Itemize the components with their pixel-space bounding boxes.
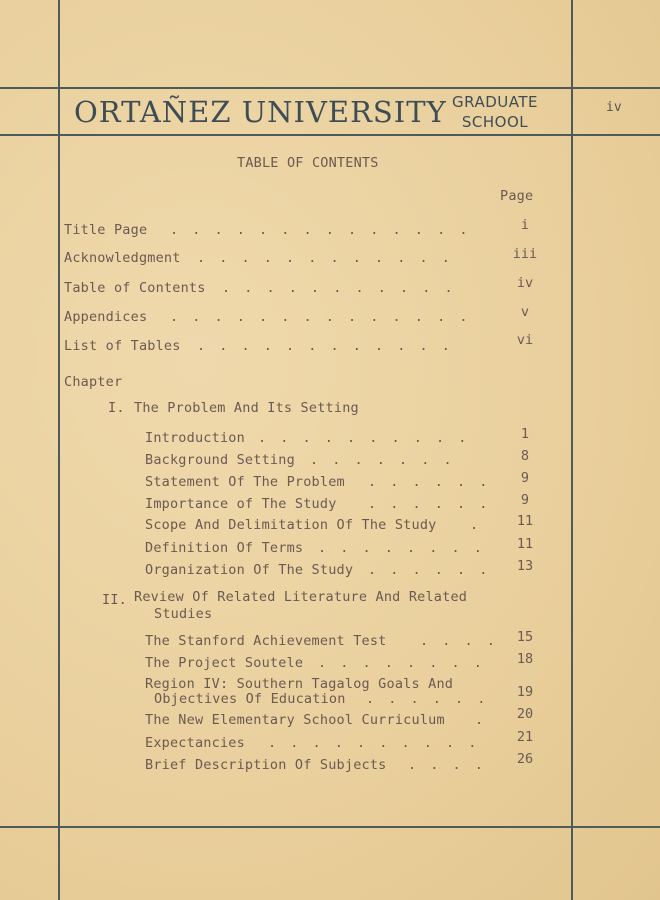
- section-title: Organization Of The Study: [145, 562, 354, 578]
- school-line-1: GRADUATE: [452, 93, 538, 111]
- leader-dots: . . . . . . . . . . . .: [197, 338, 453, 354]
- toc-entry-page: i: [520, 217, 530, 233]
- section-page: 21: [516, 729, 534, 745]
- leader-dots: . . . . . . . .: [318, 540, 485, 556]
- leader-dots: .: [475, 712, 487, 728]
- section-page: 1: [520, 426, 530, 442]
- section-page: 11: [516, 536, 534, 552]
- section-title: Background Setting: [145, 452, 295, 468]
- section-title: Scope And Delimitation Of The Study: [145, 517, 437, 533]
- leader-dots: . . . . . . . . . . .: [222, 280, 456, 296]
- section-title: Region IV: Southern Tagalog Goals And: [145, 676, 454, 692]
- leader-dots: . . . . . . . . . . . . . .: [170, 222, 471, 238]
- section-title: The Project Soutele: [145, 655, 304, 671]
- section-title: Definition Of Terms: [145, 540, 304, 556]
- header-bottom-rule: [0, 134, 660, 136]
- leader-dots: . . . . . . . .: [318, 655, 485, 671]
- chapter-label: Chapter: [64, 374, 123, 390]
- section-title: The Stanford Achievement Test: [145, 633, 387, 649]
- toc-entry-page: iii: [512, 246, 538, 262]
- chapter-number: I.: [108, 400, 125, 416]
- university-name: ORTAÑEZ UNIVERSITY: [74, 95, 447, 129]
- leader-dots: . . . . . .: [368, 562, 491, 578]
- page-number: iv: [606, 100, 622, 115]
- section-title: The New Elementary School Curriculum: [145, 712, 445, 728]
- toc-entry-title: Table of Contents: [64, 280, 206, 296]
- chapter-number: II.: [102, 592, 127, 608]
- toc-entry-title: Title Page: [64, 222, 148, 238]
- school-line-2: SCHOOL: [461, 113, 529, 131]
- header-top-rule: [0, 87, 660, 89]
- leader-dots: . . . . . .: [366, 691, 489, 707]
- leader-dots: . . . . . . . . . . . . . .: [170, 309, 471, 325]
- section-page: 8: [520, 448, 530, 464]
- section-page: 15: [516, 629, 534, 645]
- section-page: 20: [516, 706, 534, 722]
- toc-entry-title: Acknowledgment: [64, 250, 181, 266]
- leader-dots: . . . .: [408, 757, 486, 773]
- section-page: 9: [520, 492, 530, 508]
- footer-rule: [0, 826, 660, 828]
- section-page: 26: [516, 751, 534, 767]
- leader-dots: . . . . . . . . . .: [258, 430, 470, 446]
- section-title: Expectancies: [145, 735, 245, 751]
- section-title: Brief Description Of Subjects: [145, 757, 387, 773]
- section-title: Importance of The Study: [145, 496, 337, 512]
- section-page: 9: [520, 470, 530, 486]
- section-title-continued: Objectives Of Education: [154, 691, 346, 707]
- chapter-title: The Problem And Its Setting: [134, 400, 359, 416]
- section-page: 18: [516, 651, 534, 667]
- section-title: Introduction: [145, 430, 245, 446]
- leader-dots: . . . . . . . . . .: [268, 735, 480, 751]
- toc-entry-page: iv: [516, 275, 534, 291]
- toc-heading: TABLE OF CONTENTS: [237, 155, 379, 171]
- leader-dots: . . . . . .: [368, 496, 491, 512]
- chapter-title-continued: Studies: [154, 606, 213, 622]
- leader-dots: . . . . . .: [368, 474, 491, 490]
- leader-dots: . . . . . . .: [310, 452, 455, 468]
- leader-dots: . . . .: [420, 633, 498, 649]
- section-title: Statement Of The Problem: [145, 474, 345, 490]
- section-page: 19: [516, 684, 534, 700]
- toc-entry-title: Appendices: [64, 309, 148, 325]
- section-page: 11: [516, 513, 534, 529]
- graduate-school-label: [440, 92, 550, 132]
- page-column-label: Page: [500, 188, 534, 204]
- toc-entry-page: v: [520, 304, 530, 320]
- leader-dots: .: [470, 517, 482, 533]
- section-page: 13: [516, 558, 534, 574]
- leader-dots: . . . . . . . . . . . .: [197, 250, 453, 266]
- chapter-title: Review Of Related Literature And Related: [134, 589, 468, 605]
- toc-entry-page: vi: [516, 332, 534, 348]
- toc-entry-title: List of Tables: [64, 338, 181, 354]
